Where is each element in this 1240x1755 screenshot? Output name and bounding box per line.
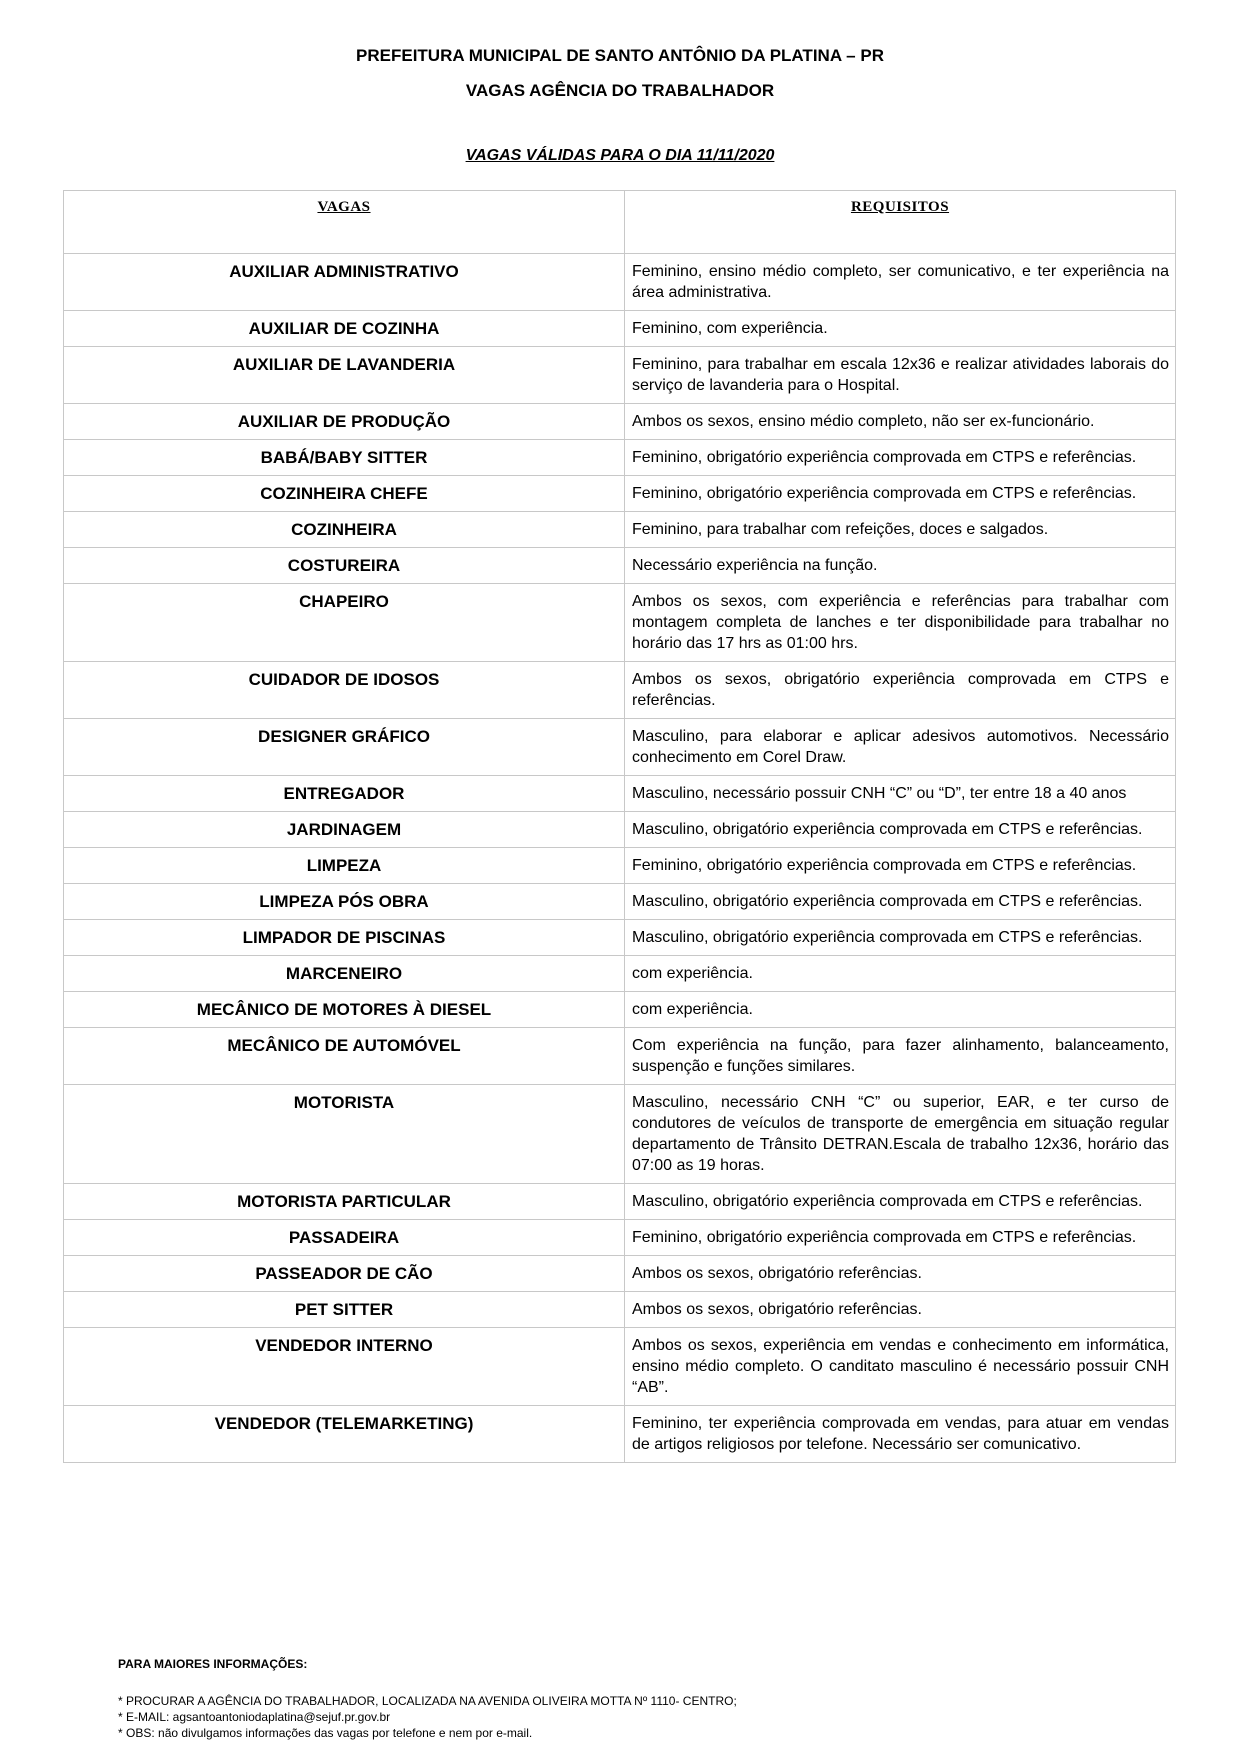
footer-address: * PROCURAR A AGÊNCIA DO TRABALHADOR, LOCALIZADA NA AVENIDA OLIVEIRA MOTTA Nº 1110- CENTRO; [118, 1694, 737, 1708]
table-body [64, 254, 1176, 1463]
job-requirements-cell: Feminino, obrigatório experiência comprovada em CTPS e referências. [625, 848, 1176, 884]
table-row [64, 1406, 1176, 1463]
column-header-vagas: VAGAS [64, 191, 625, 254]
job-title-cell: LIMPADOR DE PISCINAS [64, 920, 625, 956]
header-subheading: VAGAS AGÊNCIA DO TRABALHADOR [465, 81, 775, 100]
job-requirements-cell: Masculino, necessário possuir CNH “C” ou “D”, ter entre 18 a 40 anos [625, 776, 1176, 812]
job-title-cell: JARDINAGEM [64, 812, 625, 848]
job-title-cell: MECÂNICO DE AUTOMÓVEL [64, 1028, 625, 1085]
table-row [64, 848, 1176, 884]
job-title-cell: AUXILIAR DE PRODUÇÃO [64, 404, 625, 440]
table-row [64, 1328, 1176, 1406]
job-requirements-cell: com experiência. [625, 956, 1176, 992]
job-title-cell: COZINHEIRA [64, 512, 625, 548]
table-row [64, 311, 1176, 347]
job-requirements-cell: Feminino, com experiência. [625, 311, 1176, 347]
table-row [64, 719, 1176, 776]
table-row [64, 1028, 1176, 1085]
table-row [64, 662, 1176, 719]
job-requirements-cell: Feminino, ter experiência comprovada em vendas, para atuar em vendas de artigos religiosos por telefone. Necessário ser comunicativo. [625, 1406, 1176, 1463]
table-row [64, 404, 1176, 440]
table-row [64, 254, 1176, 311]
job-title-cell: LIMPEZA [64, 848, 625, 884]
table-row [64, 776, 1176, 812]
table-row [64, 1256, 1176, 1292]
job-title-cell: ENTREGADOR [64, 776, 625, 812]
job-title-cell: COSTUREIRA [64, 548, 625, 584]
validity-date-title: VAGAS VÁLIDAS PARA O DIA 11/11/2020 [465, 147, 775, 164]
job-title-cell: AUXILIAR DE COZINHA [64, 311, 625, 347]
job-requirements-cell: Masculino, obrigatório experiência comprovada em CTPS e referências. [625, 1184, 1176, 1220]
footer-heading: PARA MAIORES INFORMAÇÕES: [118, 1657, 308, 1671]
job-requirements-cell: Ambos os sexos, obrigatório experiência comprovada em CTPS e referências. [625, 662, 1176, 719]
job-requirements-cell: Ambos os sexos, obrigatório referências. [625, 1256, 1176, 1292]
job-requirements-cell: Ambos os sexos, experiência em vendas e conhecimento em informática, ensino médio completo. O canditato masculino é necessário possuir CNH “AB”. [625, 1328, 1176, 1406]
job-title-cell: VENDEDOR INTERNO [64, 1328, 625, 1406]
footer-email: * E-MAIL: agsantoantoniodaplatina@sejuf.pr.gov.br [118, 1710, 391, 1724]
job-requirements-cell: Masculino, obrigatório experiência comprovada em CTPS e referências. [625, 812, 1176, 848]
job-requirements-cell: Feminino, para trabalhar com refeições, doces e salgados. [625, 512, 1176, 548]
job-requirements-cell: Feminino, para trabalhar em escala 12x36 e realizar atividades laborais do serviço de lavanderia para o Hospital. [625, 347, 1176, 404]
table-row [64, 1292, 1176, 1328]
job-title-cell: PASSEADOR DE CÃO [64, 1256, 625, 1292]
table-header-row [64, 191, 1176, 254]
job-requirements-cell: Necessário experiência na função. [625, 548, 1176, 584]
job-requirements-cell: Feminino, obrigatório experiência comprovada em CTPS e referências. [625, 476, 1176, 512]
job-requirements-cell: Ambos os sexos, obrigatório referências. [625, 1292, 1176, 1328]
job-title-cell: VENDEDOR (TELEMARKETING) [64, 1406, 625, 1463]
job-title-cell: CUIDADOR DE IDOSOS [64, 662, 625, 719]
job-requirements-cell: Feminino, ensino médio completo, ser comunicativo, e ter experiência na área administrativa. [625, 254, 1176, 311]
job-title-cell: BABÁ/BABY SITTER [64, 440, 625, 476]
job-title-cell: MECÂNICO DE MOTORES À DIESEL [64, 992, 625, 1028]
job-requirements-cell: Feminino, obrigatório experiência comprovada em CTPS e referências. [625, 440, 1176, 476]
table-row [64, 884, 1176, 920]
job-title-cell: AUXILIAR DE LAVANDERIA [64, 347, 625, 404]
job-requirements-cell: Feminino, obrigatório experiência comprovada em CTPS e referências. [625, 1220, 1176, 1256]
jobs-table [63, 190, 1176, 1463]
job-requirements-cell: Com experiência na função, para fazer alinhamento, balanceamento, suspenção e funções similares. [625, 1028, 1176, 1085]
table-row [64, 812, 1176, 848]
job-title-cell: PET SITTER [64, 1292, 625, 1328]
job-title-cell: LIMPEZA PÓS OBRA [64, 884, 625, 920]
job-requirements-cell: com experiência. [625, 992, 1176, 1028]
job-title-cell: AUXILIAR ADMINISTRATIVO [64, 254, 625, 311]
header-title: PREFEITURA MUNICIPAL DE SANTO ANTÔNIO DA PLATINA – PR [356, 46, 884, 65]
job-title-cell: CHAPEIRO [64, 584, 625, 662]
job-title-cell: MOTORISTA PARTICULAR [64, 1184, 625, 1220]
job-requirements-cell: Masculino, para elaborar e aplicar adesivos automotivos. Necessário conhecimento em Corel Draw. [625, 719, 1176, 776]
table-row [64, 956, 1176, 992]
job-title-cell: COZINHEIRA CHEFE [64, 476, 625, 512]
job-requirements-cell: Ambos os sexos, com experiência e referências para trabalhar com montagem completa de lanches e ter disponibilidade para trabalhar no horário das 17 hrs as 01:00 hrs. [625, 584, 1176, 662]
table-row [64, 476, 1176, 512]
table-row [64, 512, 1176, 548]
table-row [64, 992, 1176, 1028]
job-title-cell: MARCENEIRO [64, 956, 625, 992]
job-title-cell: MOTORISTA [64, 1085, 625, 1184]
table-row [64, 1220, 1176, 1256]
job-title-cell: DESIGNER GRÁFICO [64, 719, 625, 776]
job-requirements-cell: Ambos os sexos, ensino médio completo, não ser ex-funcionário. [625, 404, 1176, 440]
table-row [64, 1085, 1176, 1184]
table-row [64, 584, 1176, 662]
job-requirements-cell: Masculino, necessário CNH “C” ou superior, EAR, e ter curso de condutores de veículos de transporte de emergência em situação regular departamento de Trânsito DETRAN.Escala de trabalho 12x36, horário das 07:00 as 19 horas. [625, 1085, 1176, 1184]
table-row [64, 440, 1176, 476]
column-header-requisitos: REQUISITOS [625, 191, 1176, 254]
table-row [64, 347, 1176, 404]
job-requirements-cell: Masculino, obrigatório experiência comprovada em CTPS e referências. [625, 920, 1176, 956]
job-requirements-cell: Masculino, obrigatório experiência comprovada em CTPS e referências. [625, 884, 1176, 920]
table-row [64, 1184, 1176, 1220]
table-row [64, 548, 1176, 584]
job-title-cell: PASSADEIRA [64, 1220, 625, 1256]
footer-note: * OBS: não divulgamos informações das vagas por telefone e nem por e-mail. [118, 1726, 533, 1740]
table-row [64, 920, 1176, 956]
